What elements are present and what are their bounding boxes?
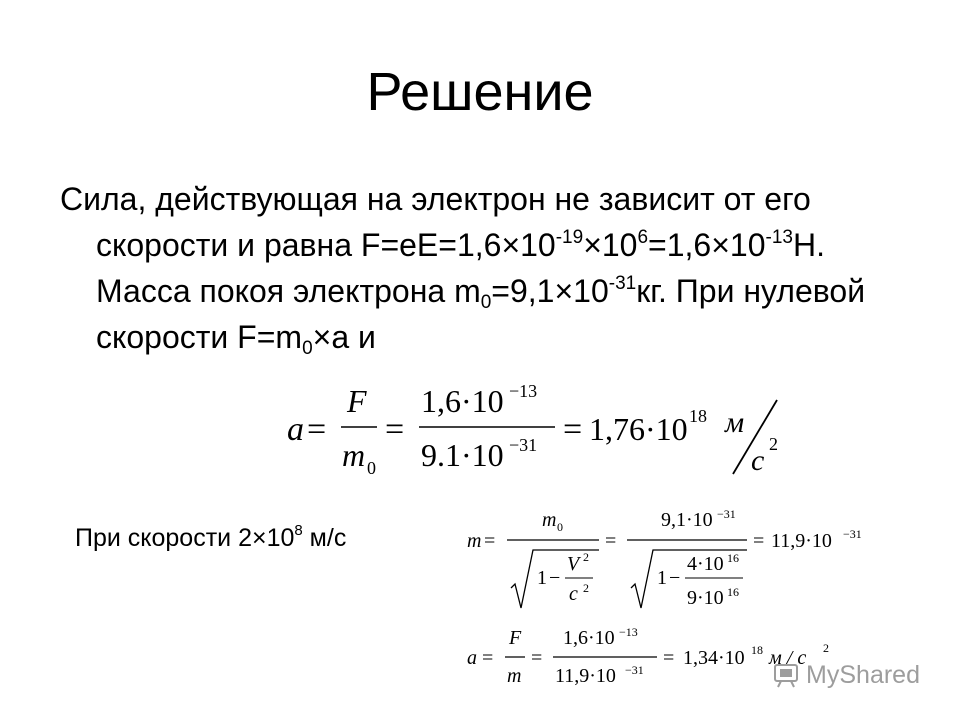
text-run: =1,6×10 [648, 227, 766, 263]
inner-exponent: 16 [727, 551, 739, 565]
numerator-value: 9,1·10 [661, 509, 713, 531]
result-exponent: 18 [751, 643, 763, 657]
equals-sign: = [753, 530, 765, 552]
note-text: При скорости 2×10 [75, 524, 295, 552]
numerator-exponent: −31 [717, 507, 736, 521]
result-exponent: −31 [843, 527, 862, 541]
numerator-value: 1,6·10 [421, 383, 504, 419]
var-m0: m [542, 509, 557, 531]
unit-exponent: 2 [769, 434, 778, 454]
text-run: =9,1×10 [491, 273, 609, 309]
var-m: m [507, 665, 522, 687]
note-unit: м/с [302, 524, 347, 552]
exponent: -19 [555, 227, 584, 248]
denominator-exponent: −31 [625, 663, 644, 677]
equals-sign: = [307, 411, 327, 448]
mass-equation [465, 506, 885, 616]
result-value: 1,34·10 [683, 647, 745, 669]
equals-sign: = [531, 647, 543, 669]
subscript-zero: 0 [557, 520, 563, 534]
exponent: -31 [608, 273, 637, 294]
watermark [772, 660, 920, 690]
slide-title: Решение [366, 62, 594, 122]
equals-sign: = [663, 647, 675, 669]
unit-exponent: 2 [823, 641, 829, 655]
var-a: a [467, 647, 477, 669]
one: 1 [657, 567, 667, 589]
equals-sign: = [482, 647, 494, 669]
speed-note [75, 522, 346, 554]
result-value: 1,76·10 [589, 411, 688, 447]
equals-sign: = [385, 411, 405, 448]
inner-denominator: 9·10 [687, 587, 724, 609]
equals-sign: = [563, 411, 583, 448]
text-run: Н. Масса покоя электрона m [96, 227, 825, 309]
text-run: ×a и [312, 319, 376, 355]
minus: − [549, 567, 561, 589]
watermark-text: MyShared [806, 660, 920, 689]
var-m: m [467, 530, 482, 552]
result-exponent: 18 [689, 406, 707, 426]
unit-numerator: м [725, 406, 745, 439]
var-m: m [342, 437, 366, 473]
subscript: 0 [302, 338, 313, 359]
minus: − [669, 567, 681, 589]
denominator-exponent: −31 [509, 435, 538, 455]
inner-numerator: 4·10 [687, 553, 724, 575]
exponent: 2 [583, 550, 589, 564]
numerator-exponent: −13 [619, 625, 638, 639]
equals-sign: = [605, 530, 617, 552]
result-value: 11,9·10 [771, 530, 832, 552]
var-F: F [509, 627, 522, 649]
body-text [60, 176, 896, 360]
inner-exponent: 16 [727, 585, 739, 599]
unit: м / c [769, 647, 807, 669]
text-run: Сила, действующая на электрон не зависит от его скорости и равна F=eE=1,6×10 [60, 181, 811, 263]
presentation-board-icon [772, 661, 800, 689]
equals-sign: = [484, 530, 496, 552]
subscript: 0 [480, 292, 492, 313]
exponent: -13 [765, 227, 793, 248]
note-exponent: 8 [294, 522, 303, 539]
numerator-exponent: −13 [509, 381, 538, 401]
denominator-value: 9.1·10 [421, 437, 504, 473]
text-run: ×10 [583, 227, 638, 263]
var-a: a [287, 411, 304, 448]
denominator-value: 11,9·10 [555, 665, 616, 687]
var-F: F [347, 383, 367, 419]
unit-denominator: c [751, 444, 765, 477]
var-c: c [569, 583, 578, 605]
one: 1 [537, 567, 547, 589]
exponent: 2 [583, 581, 589, 595]
var-V: V [567, 553, 580, 575]
subscript-zero: 0 [367, 458, 376, 478]
numerator-value: 1,6·10 [563, 627, 615, 649]
text-run: кг. При нулевой скорости F=m [96, 273, 866, 355]
exponent: 6 [637, 227, 649, 248]
acceleration-equation [285, 380, 805, 480]
